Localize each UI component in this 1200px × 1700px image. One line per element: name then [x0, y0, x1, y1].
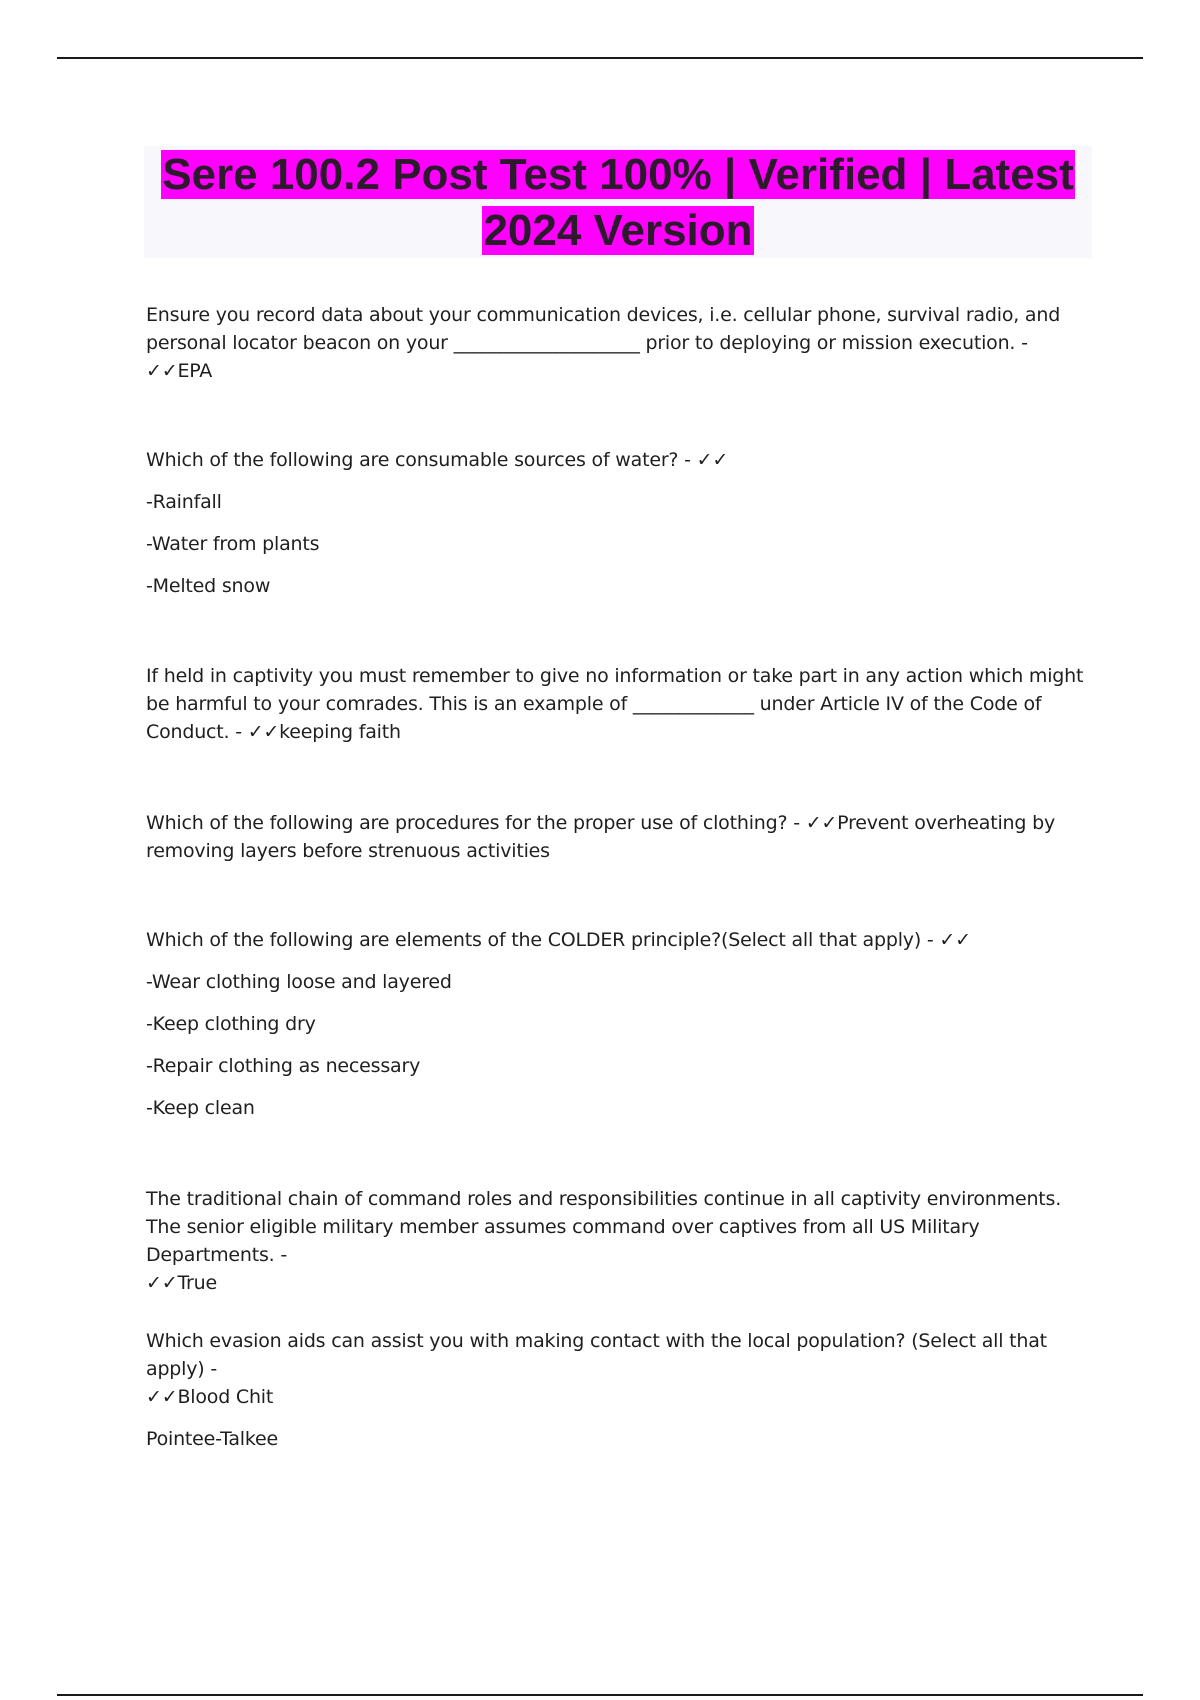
question-text: The traditional chain of command roles and responsibilities continue in all captivity environments. The senior eligible military member assumes command over captives from all US Military Departments. - — [146, 1188, 1062, 1266]
list-item: -Melted snow — [146, 575, 271, 597]
answer-text: ✓✓EPA — [146, 360, 213, 382]
question-block-4 — [146, 809, 1086, 865]
list-item: Pointee-Talkee — [146, 1428, 278, 1450]
question-text: Which of the following are consumable sources of water? - ✓✓ — [146, 449, 729, 471]
title-highlight: Sere 100.2 Post Test 100% | Verified | Latest 2024 Version — [162, 150, 1074, 255]
document-title — [144, 146, 1092, 259]
question-block-2 — [146, 446, 1086, 600]
question-block-6 — [146, 1185, 1086, 1297]
list-item: -Keep clothing dry — [146, 1013, 316, 1035]
question-text: If held in captivity you must remember to give no information or take part in any action which might be harmful to your comrades. This is an example of _____________ under Article IV of the Code of Conduct. - ✓✓keeping faith — [146, 665, 1084, 743]
list-item: -Wear clothing loose and layered — [146, 971, 452, 993]
top-rule — [57, 57, 1143, 59]
question-text: Ensure you record data about your communication devices, i.e. cellular phone, survival radio, and personal locator beacon on your ____________________ prior to deploying or mission execution. - — [146, 304, 1061, 354]
bottom-rule — [57, 1694, 1143, 1696]
question-text: Which evasion aids can assist you with making contact with the local population? (Select all that apply) - — [146, 1330, 1047, 1380]
question-text: Which of the following are procedures for the proper use of clothing? - ✓✓Prevent overheating by removing layers before strenuous activities — [146, 812, 1055, 862]
question-text: Which of the following are elements of the COLDER principle?(Select all that apply) - ✓✓ — [146, 929, 971, 951]
question-block-1 — [146, 301, 1086, 385]
question-block-7 — [146, 1327, 1086, 1453]
title-banner — [144, 146, 1092, 258]
question-block-5 — [146, 926, 1086, 1122]
answer-text: ✓✓Blood Chit — [146, 1386, 274, 1408]
list-item: -Keep clean — [146, 1097, 255, 1119]
list-item: -Rainfall — [146, 491, 222, 513]
question-block-3 — [146, 662, 1086, 746]
list-item: -Repair clothing as necessary — [146, 1055, 421, 1077]
answer-text: ✓✓True — [146, 1272, 217, 1294]
list-item: -Water from plants — [146, 533, 320, 555]
